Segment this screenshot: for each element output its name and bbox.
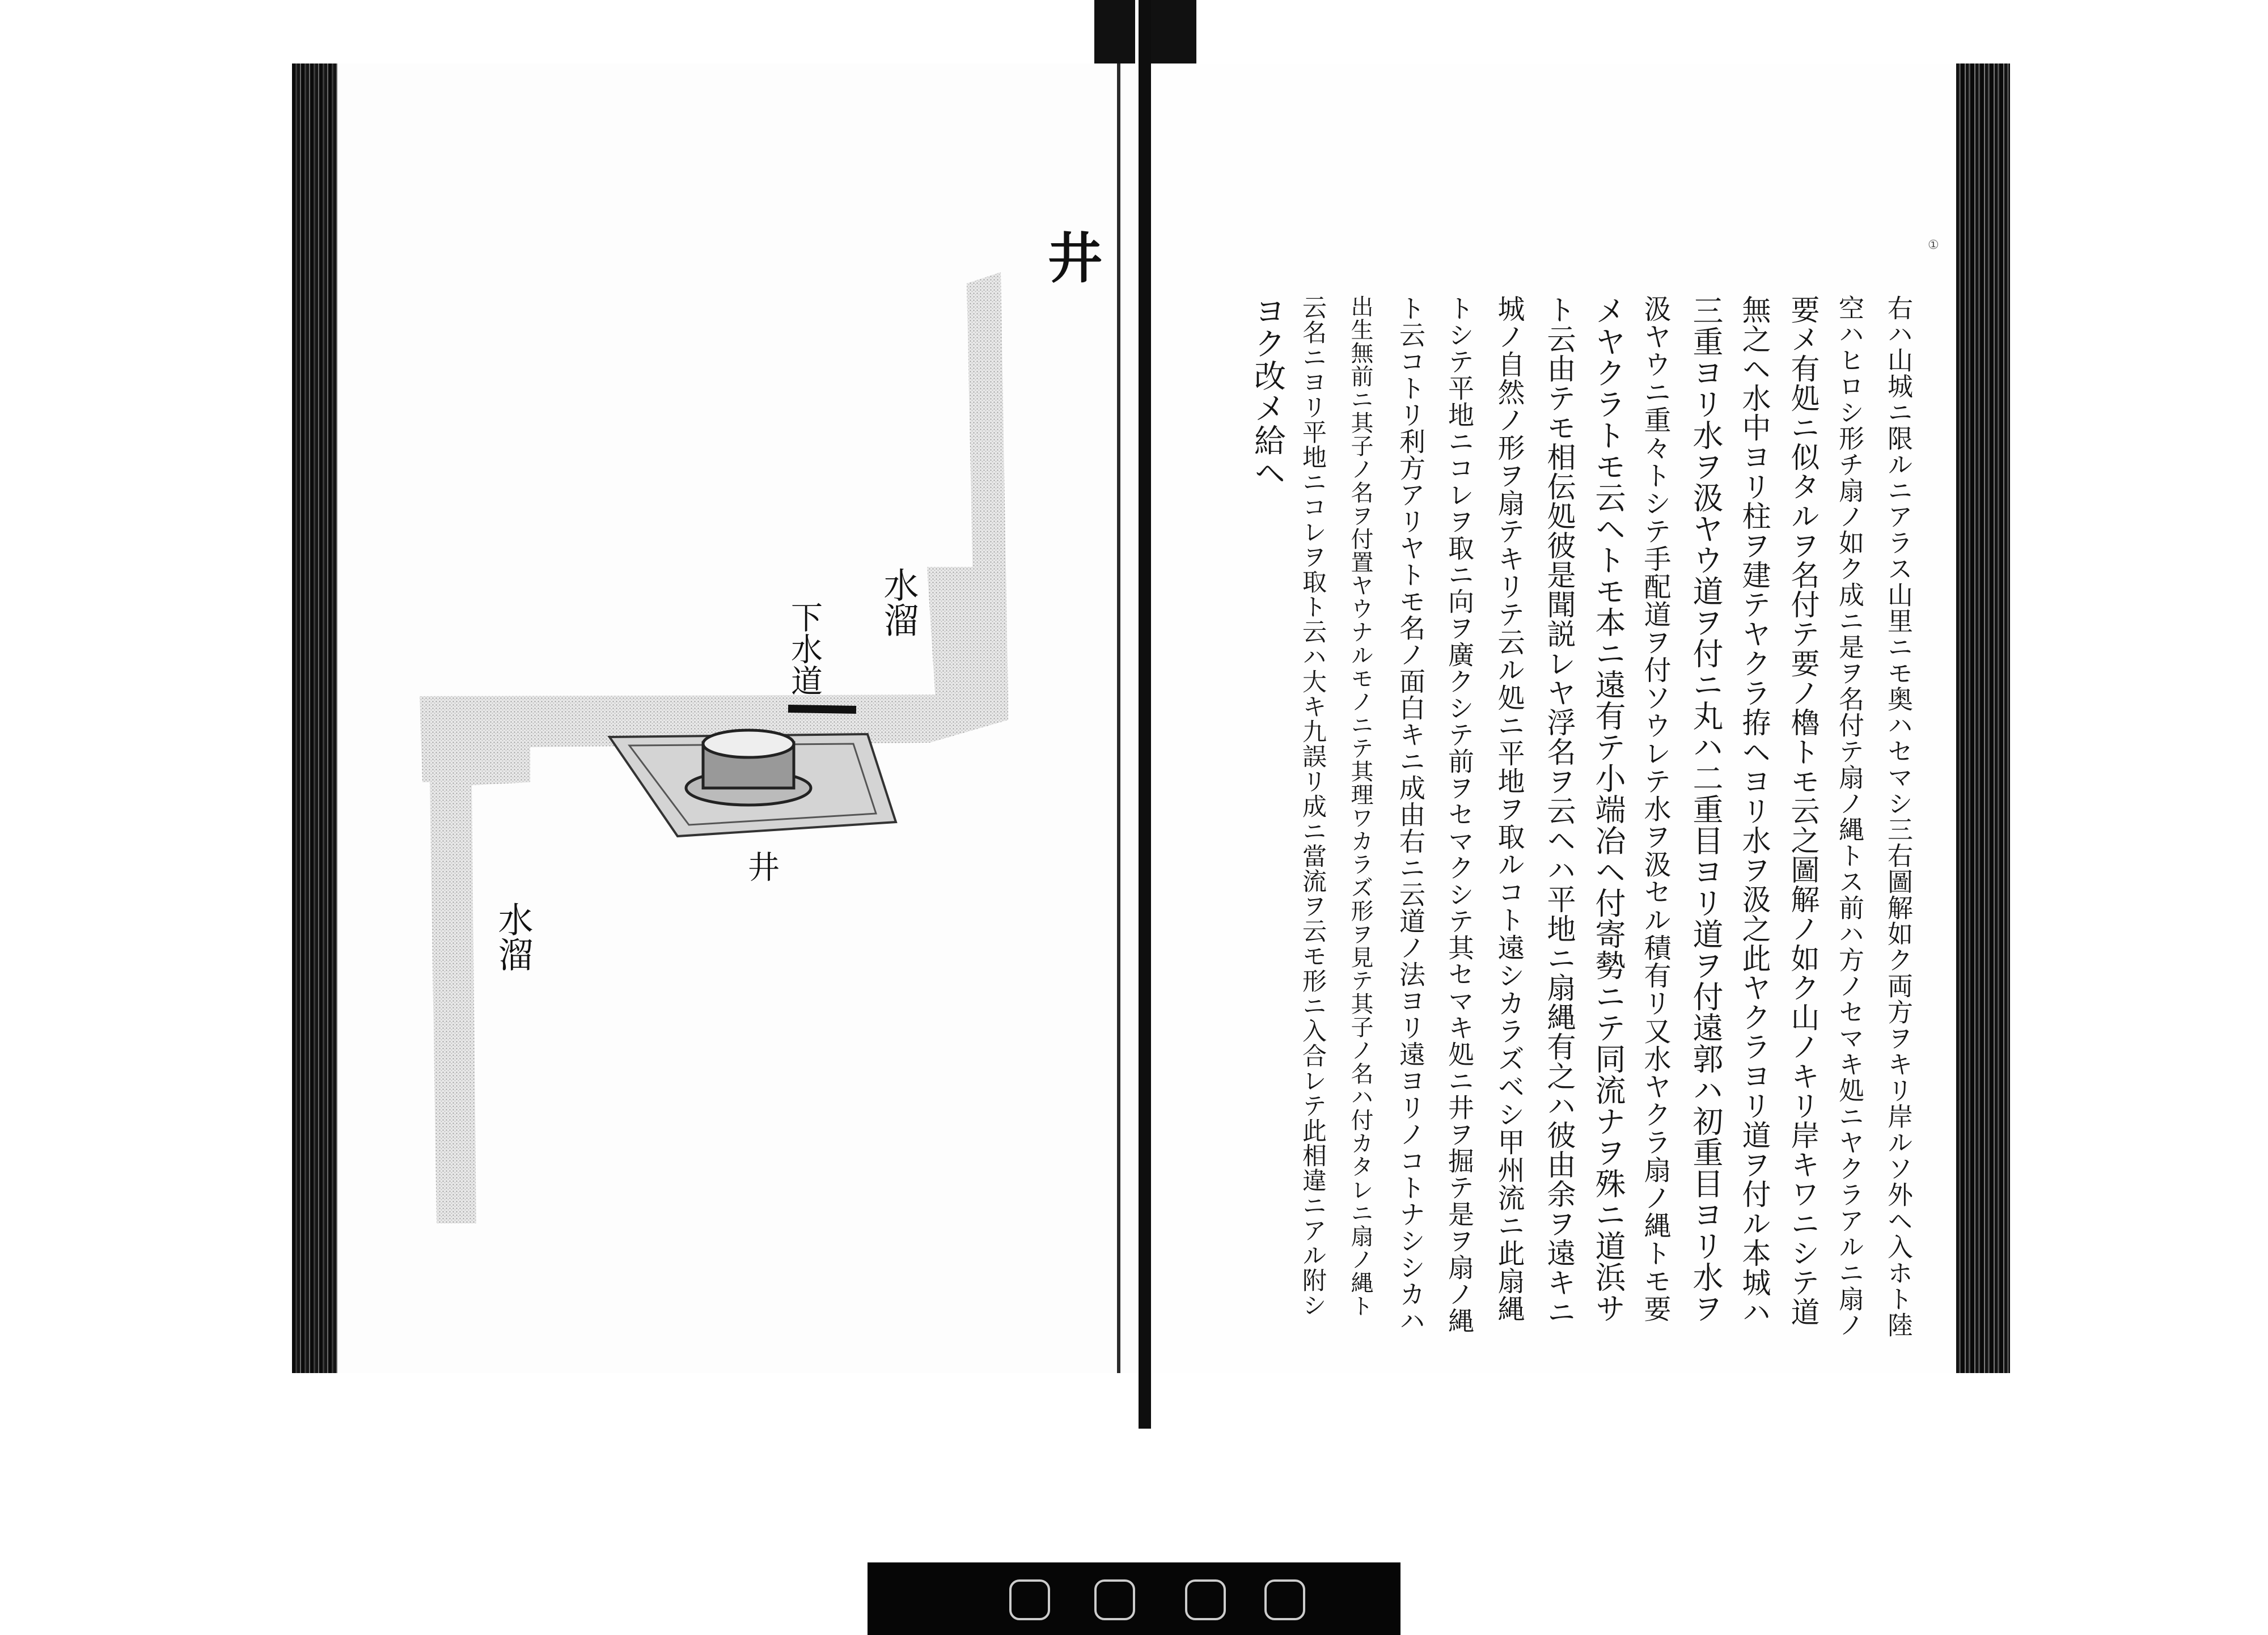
page-number: ① <box>1928 238 1939 252</box>
text-column: 三重ヨリ水ヲ汲ヤウ道ヲ付ニ丸ハ二重目ヨリ道ヲ付遠郭ハ初重目ヨリ水ヲ <box>1688 295 1724 1324</box>
book-number-mark <box>1094 1579 1135 1620</box>
text-column: トシテ平地ニコレヲ取ニ向ヲ廣クシテ前ヲセマクシテ其セマキ処ニ井ヲ掘テ是ヲ扇ノ縄 <box>1444 295 1475 1334</box>
text-column: 出生無前ニ其子ノ名ヲ付置ヤウナルモノニテ其理ワカラズ形ヲ見テ其子ノ名ハ付カタレニ扇ノ縄ト <box>1347 295 1373 1318</box>
text-column: 城ノ自然ノ形ヲ扇テキリテ云ル処ニ平地ヲ取ルコト遠シカラズベシ甲州流ニ此扇縄 <box>1493 295 1525 1323</box>
book-number-mark <box>1009 1579 1050 1620</box>
text-column: ト云由テモ相伝処彼是聞説レヤ浮名ヲ云ヘハ平地ニ扇縄有之ハ彼由余ヲ遠キニ <box>1542 295 1575 1327</box>
book-number-mark <box>1264 1579 1305 1620</box>
text-column: ト云コトリ利方アリヤトモ名ノ面白キニ成由右ニ云道ノ法ヨリ遠ヨリノコトナシシカハ <box>1395 295 1426 1334</box>
label-water-pool-upper: 水溜 <box>878 567 919 637</box>
text-column: 無之ヘ水中ヨリ柱ヲ建テヤクラ拵ヘヨリ水ヲ汲之此ヤクラヨリ道ヲ付ル本城ハ <box>1737 295 1770 1327</box>
label-well: 井 <box>743 850 780 882</box>
shade-mark <box>788 709 856 710</box>
text-column: 右ハ山城ニ限ルニアラス山里ニモ奥ハセマシ三右圖解如ク両方ヲキリ岸ルソ外ヘ入ホト陸 <box>1883 295 1913 1338</box>
book-number-mark <box>1185 1579 1226 1620</box>
text-column: ヨク改メ給ヘ <box>1249 295 1286 489</box>
label-drain-channel: 下水道 <box>786 601 823 696</box>
text-column: 汲ヤウニ重々トシテ手配道ヲ付ソウレテ水ヲ汲セル積有リ又水ヤクラ扇ノ縄トモ要 <box>1639 295 1671 1323</box>
well-top <box>703 730 794 757</box>
diagram-heading: 井 <box>1048 226 1102 290</box>
text-column: 要メ有処ニ似タルヲ名付テ要ノ櫓トモ云之圖解ノ如ク山ノキリ岸キワニシテ道 <box>1785 295 1819 1327</box>
text-column: 空ハヒロシ形チ扇ノ如ク成ニ是ヲ名付テ扇ノ縄トス前ハ方ノセマキ処ニヤクラアルニ扇ノ <box>1834 295 1864 1338</box>
text-column: 云名ニヨリ平地ニコレヲ取ト云ハ大キ九誤リ成ニ當流ヲ云モ形ニ入合レテ此相違ニアル附シ <box>1298 295 1327 1318</box>
label-water-pool-lower: 水溜 <box>492 901 534 972</box>
book-number-label <box>868 1562 1400 1635</box>
text-column: メヤクラトモ云ヘトモ本ニ遠有テ小端冶ヘ付寄勢ニテ同流ナヲ殊ニ道浜サ <box>1590 295 1626 1324</box>
